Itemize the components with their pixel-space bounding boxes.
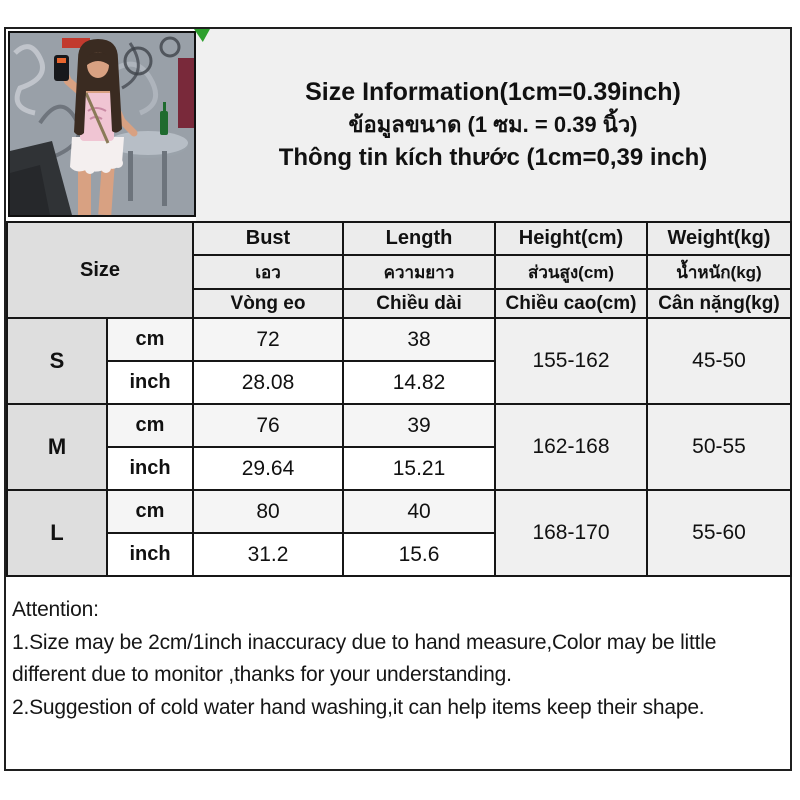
- m-weight-range: 50-55: [647, 404, 791, 490]
- size-table: [6, 221, 792, 577]
- col-header-length-vi: Chiều dài: [343, 289, 495, 318]
- l-length-cm: 40: [343, 490, 495, 533]
- title-area: [196, 29, 790, 221]
- unit-cm: cm: [107, 404, 193, 447]
- col-header-length-th: ความยาว: [343, 255, 495, 289]
- col-header-height-en: Height(cm): [495, 222, 647, 255]
- s-length-inch: 14.82: [343, 361, 495, 404]
- size-chart-sheet: [4, 27, 792, 771]
- s-length-cm: 38: [343, 318, 495, 361]
- row-m-cm: [7, 404, 791, 447]
- m-height-range: 162-168: [495, 404, 647, 490]
- unit-inch: inch: [107, 361, 193, 404]
- size-label-l: L: [7, 490, 107, 576]
- l-height-range: 168-170: [495, 490, 647, 576]
- attention-notes: [6, 591, 790, 727]
- m-length-inch: 15.21: [343, 447, 495, 490]
- col-header-bust-en: Bust: [193, 222, 343, 255]
- m-length-cm: 39: [343, 404, 495, 447]
- attention-note-1: 1.Size may be 2cm/1inch inaccuracy due to hand measure,Color may be little different due to monitor ,thanks for your understanding.: [12, 630, 717, 687]
- unit-inch: inch: [107, 447, 193, 490]
- title-thai: ข้อมูลขนาด (1 ซม. = 0.39 นิ้ว): [348, 112, 638, 138]
- unit-cm: cm: [107, 490, 193, 533]
- l-bust-cm: 80: [193, 490, 343, 533]
- row-s-cm: [7, 318, 791, 361]
- col-header-height-th: ส่วนสูง(cm): [495, 255, 647, 289]
- title-vietnamese: Thông tin kích thước (1cm=0,39 inch): [278, 143, 708, 171]
- attention-title: Attention:: [12, 598, 99, 621]
- col-header-height-vi: Chiều cao(cm): [495, 289, 647, 318]
- m-bust-inch: 29.64: [193, 447, 343, 490]
- l-weight-range: 55-60: [647, 490, 791, 576]
- s-height-range: 155-162: [495, 318, 647, 404]
- s-bust-cm: 72: [193, 318, 343, 361]
- model-photo: [8, 31, 196, 217]
- col-header-bust-th: เอว: [193, 255, 343, 289]
- size-header-cell: Size: [7, 222, 193, 318]
- title-english: Size Information(1cm=0.39inch): [305, 78, 681, 107]
- size-label-m: M: [7, 404, 107, 490]
- s-bust-inch: 28.08: [193, 361, 343, 404]
- unit-inch: inch: [107, 533, 193, 576]
- attention-note-2: 2.Suggestion of cold water hand washing,it can help items keep their shape.: [12, 695, 705, 719]
- s-weight-range: 45-50: [647, 318, 791, 404]
- col-header-weight-vi: Cân nặng(kg): [647, 289, 791, 318]
- top-section: [6, 29, 790, 221]
- l-bust-inch: 31.2: [193, 533, 343, 576]
- m-bust-cm: 76: [193, 404, 343, 447]
- row-l-cm: [7, 490, 791, 533]
- model-photo-illustration: [10, 33, 194, 215]
- unit-cm: cm: [107, 318, 193, 361]
- l-length-inch: 15.6: [343, 533, 495, 576]
- col-header-length-en: Length: [343, 222, 495, 255]
- header-row-en: [7, 222, 791, 255]
- col-header-weight-th: น้ำหนัก(kg): [647, 255, 791, 289]
- size-label-s: S: [7, 318, 107, 404]
- col-header-weight-en: Weight(kg): [647, 222, 791, 255]
- col-header-bust-vi: Vòng eo: [193, 289, 343, 318]
